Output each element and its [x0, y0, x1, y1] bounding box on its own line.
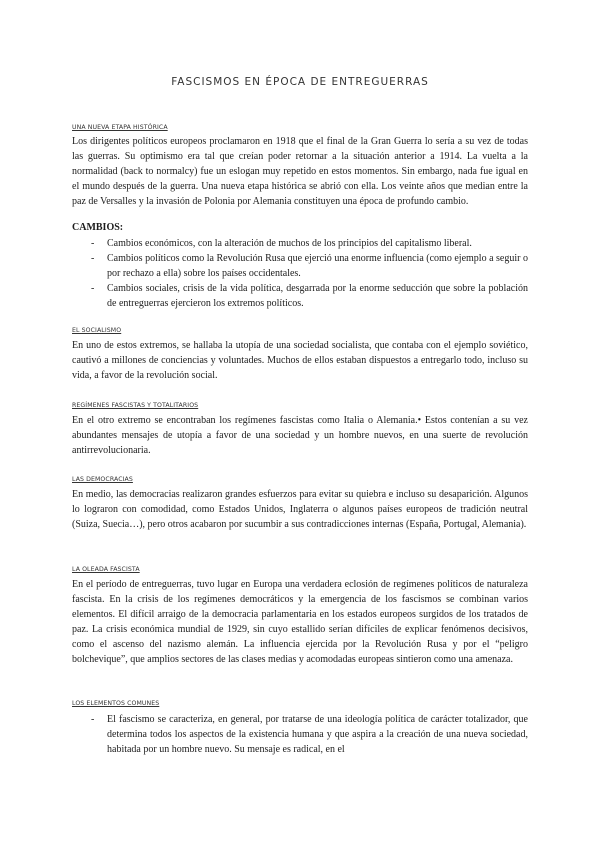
paragraph-socialismo: En uno de estos extremos, se hallaba la utopía de una sociedad socialista, que contaba con el ejemplo soviético, cautivó a millones de conciencias y voluntades. Muchos de ellos estaban dispuestos a entregarlo todo, incluso su vida, a favor de la revolución social. — [72, 340, 528, 381]
paragraph-nueva-etapa: Los dirigentes políticos europeos proclamaron en 1918 que el final de la Gran Guerra lo sería a su vez de todas las guerras. Su optimismo era tal que creían poder retornar a la situación anterior a 1914. La vuelta a la normalidad (back to normalcy) fue un eslogan muy repetido en estos momentos. Sin embargo, nada fue igual en el mundo después de la guerra. Una nueva etapa histórica se abrió con ella. Los veinte años que median entre la paz de Versalles y la invasión de Polonia por Alemania constituyen una época de profundo cambio. — [72, 136, 528, 207]
elementos-list — [72, 713, 528, 758]
section-heading-regimenes: REGÍMENES FASCISTAS Y TOTALITARIOS — [72, 402, 199, 409]
cambios-list — [72, 237, 528, 312]
list-item: - Cambios políticos como la Revolución Rusa que ejerció una enorme influencia (como ejemplo a seguir o por rechazo a ella) sobre los países occidentales. — [91, 252, 528, 279]
section-heading-elementos: LOS ELEMENTOS COMUNES — [72, 700, 160, 707]
section-heading-socialismo: EL SOCIALISMO — [72, 327, 122, 334]
document-title: FASCISMOS EN ÉPOCA DE ENTREGUERRAS — [171, 76, 429, 88]
section-heading-nueva-etapa: UNA NUEVA ETAPA HISTÓRICA — [72, 124, 168, 131]
cambios-label: CAMBIOS: — [72, 222, 124, 233]
paragraph-oleada: En el período de entreguerras, tuvo lugar en Europa una verdadera eclosión de regímenes políticos de naturaleza fascista. En la crisis de los regímenes democráticos y la emergencia de los fascismos se combinan varios elementos. El difícil arraigo de la democracia parlamentaria en los estados europeos surgidos de los tratados de paz. La crisis económica mundial de 1929, sin cuyo estallido serían difíciles de explicar fenómenos decisivos, como el ascenso del nazismo alemán. La influencia ejercida por la Revolución Rusa y por el “peligro bolchevique”, que amplios sectores de las clases medias y acomodadas europeas sintieron como una amenaza. — [72, 579, 528, 665]
paragraph-regimenes: En el otro extremo se encontraban los regímenes fascistas como Italia o Alemania.• Estos contenían a su vez abundantes mensajes de utopía a favor de una sociedad y un hombre nuevos, en una suerte de revolución antirrevolucionaria. — [72, 415, 528, 456]
list-item: - El fascismo se caracteriza, en general, por tratarse de una ideología política de carácter totalizador, que determina todos los aspectos de la existencia humana y que aspira a la creación de una nueva sociedad, habitada por un hombre nuevo. Su mensaje es radical, en el — [91, 714, 528, 755]
section-heading-democracias: LAS DEMOCRACIAS — [72, 476, 133, 483]
list-item: - Cambios económicos, con la alteración de muchos de los principios del capitalismo liberal. — [91, 238, 472, 249]
paragraph-democracias: En medio, las democracias realizaron grandes esfuerzos para evitar su quiebra e incluso su desaparición. Algunos lo lograron con comodidad, como Estados Unidos, Inglaterra o algunos países europeos de tradición neutral (Suiza, Suecia…), pero otros acabaron por sucumbir a sus contradicciones internas (España, Portugal, Alemania). — [72, 489, 528, 530]
list-item: - Cambios sociales, crisis de la vida política, desgarrada por la enorme seducción que sobre la población de entreguerras ejercieron los extremos políticos. — [91, 282, 528, 309]
section-heading-oleada: LA OLEADA FASCISTA — [72, 566, 140, 573]
